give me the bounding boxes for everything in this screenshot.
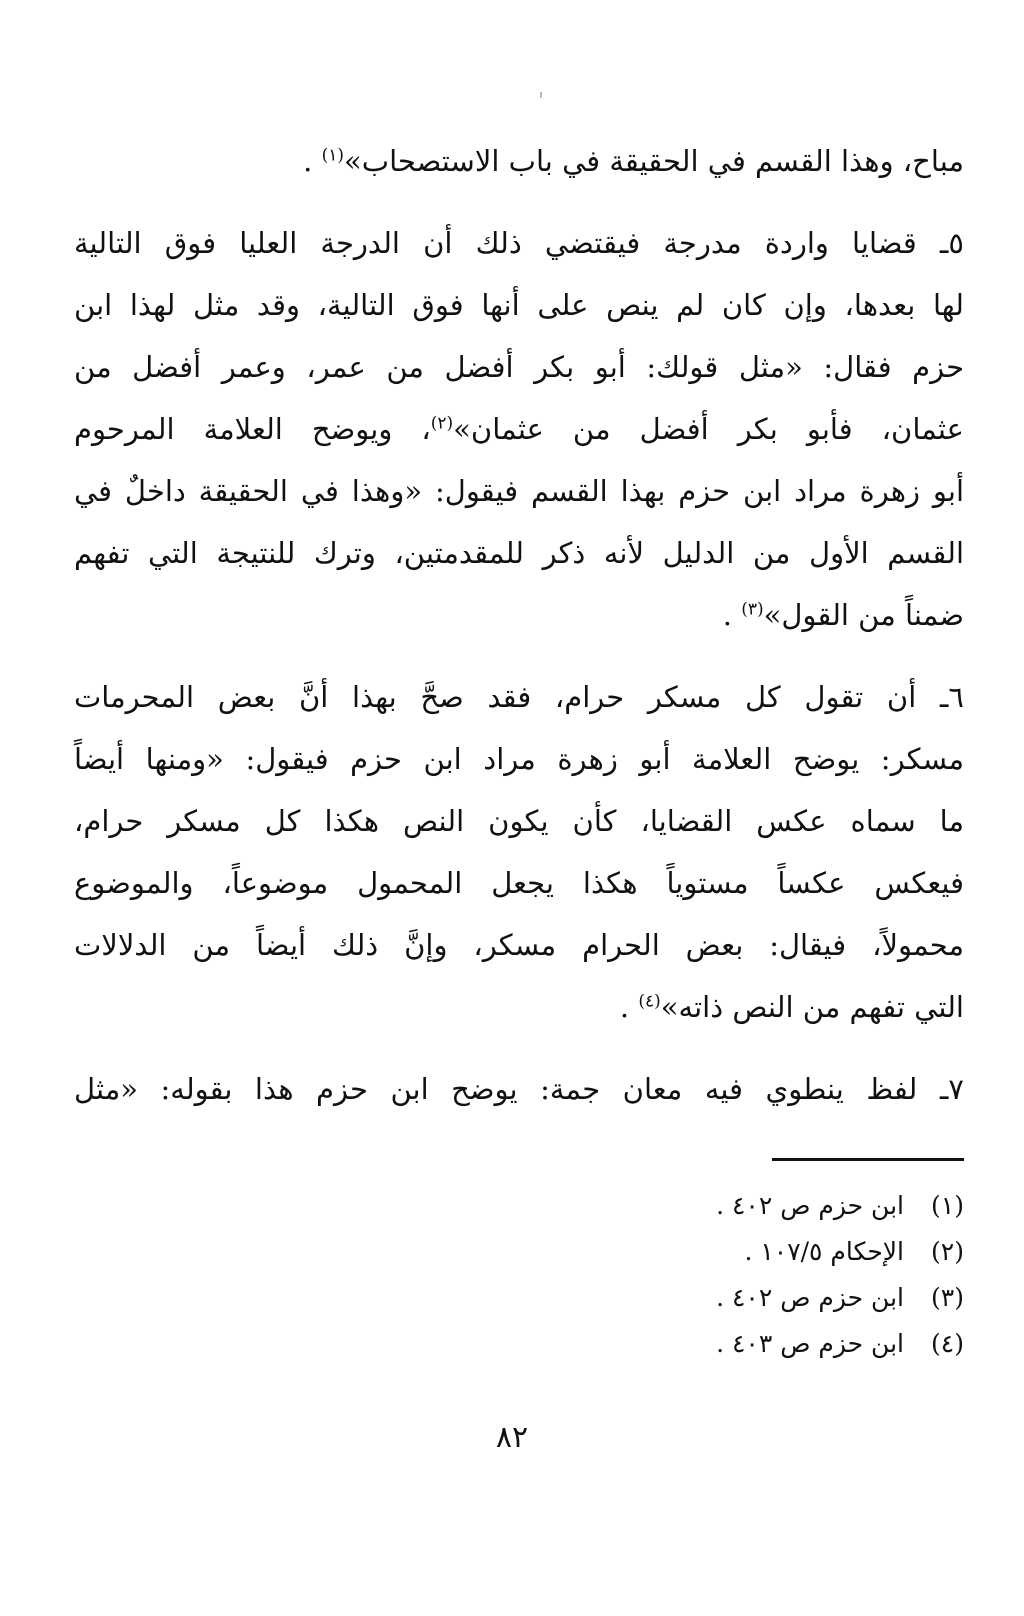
footnote-item [364,1229,964,1275]
paragraph-item-7 [74,1058,964,1120]
footnote-separator [772,1158,964,1161]
footnote-ref[interactable]: (٢) [430,413,454,434]
paragraph-item-6 [74,666,964,1038]
text-line: القسم الأول من الدليل لأنه ذكر للمقدمتين، وترك للنتيجة التي تفهم [74,536,964,570]
text-line: ضمناً من القول»$^{(٣)}$ . [722,598,964,632]
footnote-ref[interactable]: (١) [321,145,345,166]
footnote-item [364,1275,964,1321]
footnote-ref[interactable]: (٤) [638,991,661,1012]
footnotes [364,1183,964,1367]
footnote-number: (٣) [931,1283,964,1312]
paragraph-item-5 [74,212,964,646]
footnote-number: (٤) [931,1329,964,1358]
footnote-number: (٢) [931,1237,964,1266]
text-line: ٥ـ قضايا واردة مدرجة فيقتضي ذلك أن الدرجة العليا فوق التالية [74,226,964,260]
page-number: ٨٢ [495,1420,529,1455]
text-line: التي تفهم من النص ذاته»$^{(٤)}$ . [619,990,964,1024]
footnote-item [364,1321,964,1367]
text-line: مباح، وهذا القسم في الحقيقة في باب الاستصحاب»$^{(١)}$ . [303,144,964,178]
footnote-item [364,1183,964,1229]
text-line: محمولاً، فيقال: بعض الحرام مسكر، وإنَّ ذلك أيضاً من الدلالات [74,928,964,962]
text-line: مسكر: يوضح العلامة أبو زهرة مراد ابن حزم فيقول: «ومنها أيضاً [74,742,964,776]
footnote-number: (١) [931,1191,964,1220]
footnote-text: ابن حزم ص ٤٠٢ . [716,1283,904,1312]
body-text [74,130,964,1140]
text-line: ٧ـ لفظ ينطوي فيه معان جمة: يوضح ابن حزم هذا بقوله: «مثل [74,1072,964,1106]
text-line: لها بعدها، وإن كان لم ينص على أنها فوق التالية، وقد مثل لهذا ابن [74,288,964,322]
scan-speck [540,92,542,98]
footnote-text: الإحكام ١٠٧/٥ . [744,1237,904,1266]
paragraph-continuation [74,130,964,192]
footnote-text: ابن حزم ص ٤٠٢ . [716,1191,904,1220]
text-line: عثمان، فأبو بكر أفضل من عثمان»$^{(٢)}$، ويوضح العلامة المرحوم [74,412,964,446]
text-line: ما سماه عكس القضايا، كأن يكون النص هكذا كل مسكر حرام، [74,804,964,838]
footnote-text: ابن حزم ص ٤٠٣ . [716,1329,904,1358]
text-line: ٦ـ أن تقول كل مسكر حرام، فقد صحَّ بهذا أنَّ بعض المحرمات [74,680,964,714]
text-line: فيعكس عكساً مستوياً هكذا يجعل المحمول موضوعاً، والموضوع [74,866,964,900]
footnote-ref[interactable]: (٣) [741,599,764,620]
text-line: حزم فقال: «مثل قولك: أبو بكر أفضل من عمر، وعمر أفضل من [74,350,964,384]
text-line: أبو زهرة مراد ابن حزم بهذا القسم فيقول: «وهذا في الحقيقة داخلٌ في [74,474,964,508]
